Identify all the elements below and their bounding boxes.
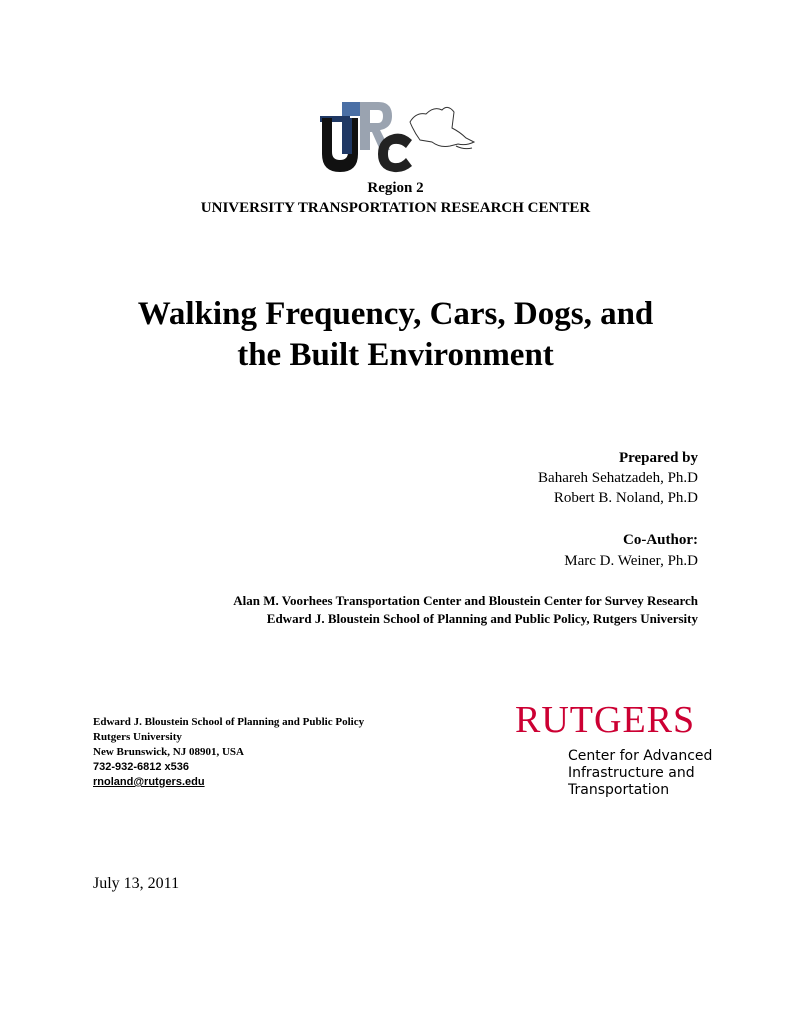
author-name: Bahareh Sehatzadeh, Ph.D — [538, 470, 698, 486]
prepared-by-label: Prepared by — [618, 450, 698, 466]
utrc-logo-icon — [316, 98, 476, 178]
coauthor-name: Marc D. Weiner, Ph.D — [564, 553, 698, 569]
rutgers-subtitle-line: Center for Advanced — [568, 748, 713, 764]
rutgers-wordmark: RUTGERS — [515, 699, 696, 741]
contact-school: Edward J. Bloustein School of Planning and Public Policy — [93, 716, 365, 728]
region-label: Region 2 — [367, 180, 424, 196]
contact-address: New Brunswick, NJ 08901, USA — [93, 746, 244, 758]
report-date: July 13, 2011 — [93, 875, 180, 892]
author-name: Robert B. Noland, Ph.D — [553, 490, 698, 506]
page-title — [0, 294, 791, 376]
center-name: UNIVERSITY TRANSPORTATION RESEARCH CENTER — [200, 200, 591, 216]
rutgers-subtitle-line: Transportation — [568, 782, 670, 797]
rutgers-subtitle-line: Infrastructure and — [568, 765, 695, 781]
contact-email-link[interactable]: rnoland@rutgers.edu — [93, 776, 205, 788]
contact-phone: 732-932-6812 x536 — [93, 761, 190, 773]
title-line-2: the Built Environment — [237, 337, 554, 373]
coauthor-label: Co-Author: — [623, 532, 698, 548]
affiliation-line: Alan M. Voorhees Transportation Center and Bloustein Center for Survey Research — [233, 593, 698, 608]
affiliation-line: Edward J. Bloustein School of Planning and Public Policy, Rutgers University — [266, 611, 698, 626]
title-line-1: Walking Frequency, Cars, Dogs, and — [137, 296, 654, 332]
contact-university: Rutgers University — [93, 731, 182, 743]
